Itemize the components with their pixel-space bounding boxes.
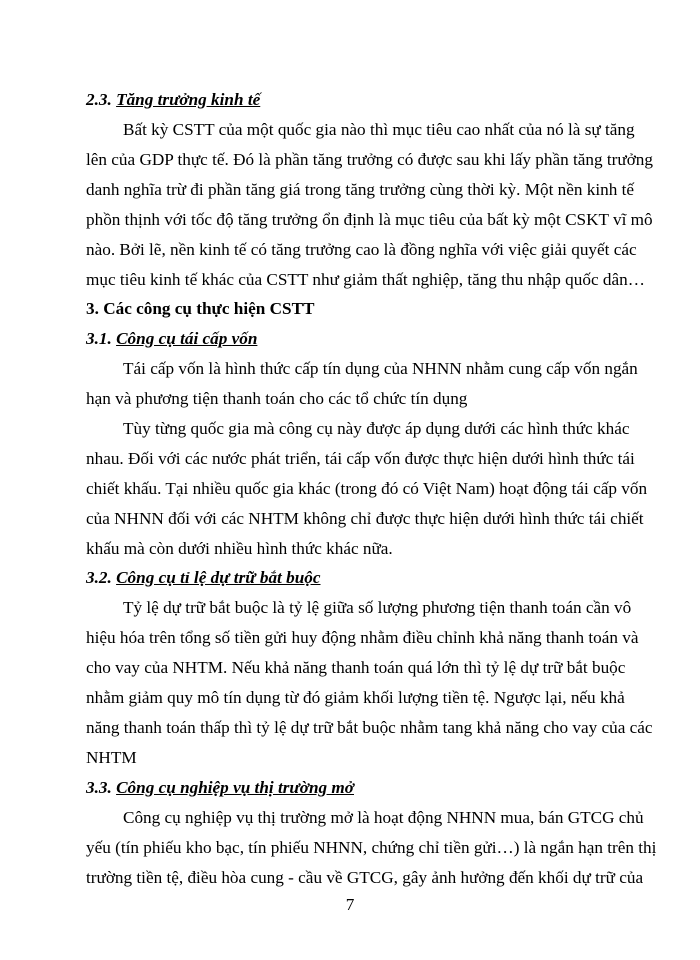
section-number: 2.3. bbox=[86, 90, 112, 109]
paragraph-line: khấu mà còn dưới nhiều hình thức khác nữa. bbox=[86, 539, 393, 558]
paragraph-line: nhau. Đối với các nước phát triển, tái cấp vốn được thực hiện dưới hình thức tái bbox=[86, 449, 635, 468]
paragraph-line: danh nghĩa trừ đi phần tăng giá trong tăng trưởng cùng thời kỳ. Một nền kinh tế bbox=[86, 180, 635, 199]
section-number: 3.2. bbox=[86, 568, 112, 587]
section-number: 3.3. bbox=[86, 778, 112, 797]
paragraph-line: Bất kỳ CSTT của một quốc gia nào thì mục tiêu cao nhất của nó là sự tăng bbox=[123, 120, 635, 139]
section-heading-2-3 bbox=[86, 87, 616, 113]
paragraph-line: nhằm giảm quy mô tín dụng từ đó giảm khối lượng tiền tệ. Ngược lại, nếu khả bbox=[86, 688, 625, 707]
paragraph-line: nào. Bởi lẽ, nền kinh tế có tăng trưởng cao là đồng nghĩa với việc giải quyết các bbox=[86, 240, 637, 259]
section-title: Công cụ nghiệp vụ thị trường mở bbox=[116, 778, 354, 797]
paragraph-line: Tái cấp vốn là hình thức cấp tín dụng của NHNN nhằm cung cấp vốn ngắn bbox=[123, 359, 638, 378]
paragraph-line: Tỷ lệ dự trữ bắt buộc là tỷ lệ giữa số lượng phương tiện thanh toán cần vô bbox=[123, 598, 632, 617]
paragraph-line: Công cụ nghiệp vụ thị trường mở là hoạt động NHNN mua, bán GTCG chủ bbox=[123, 808, 644, 827]
paragraph-line: chiết khấu. Tại nhiều quốc gia khác (trong đó có Việt Nam) hoạt động tái cấp vốn bbox=[86, 479, 648, 498]
paragraph-line: mục tiêu kinh tế khác của CSTT như giảm thất nghiệp, tăng thu nhập quốc dân… bbox=[86, 270, 645, 289]
section-heading-3-3 bbox=[86, 775, 616, 801]
paragraph-line: hiệu hóa trên tổng số tiền gửi huy động nhằm điều chỉnh khả năng thanh toán và bbox=[86, 628, 639, 647]
paragraph-line: hạn và phương tiện thanh toán cho các tổ chức tín dụng bbox=[86, 389, 468, 408]
paragraph-line: NHTM bbox=[86, 748, 137, 767]
paragraph-line: phồn thịnh với tốc độ tăng trưởng ổn định là mục tiêu của bất kỳ một CSKT vĩ mô bbox=[86, 210, 653, 229]
section-heading-3-2 bbox=[86, 565, 616, 591]
section-title: Công cụ tái cấp vốn bbox=[116, 329, 258, 348]
paragraph-line: trường tiền tệ, điều hòa cung - cầu về GTCG, gây ảnh hưởng đến khối dự trữ của bbox=[86, 868, 644, 887]
section-heading-3-1 bbox=[86, 326, 616, 352]
section-number: 3.1. bbox=[86, 329, 112, 348]
page-number: 7 bbox=[345, 895, 355, 914]
paragraph-line: năng thanh toán thấp thì tỷ lệ dự trữ bắt buộc nhằm tang khả năng cho vay của các bbox=[86, 718, 653, 737]
paragraph-line: cho vay của NHTM. Nếu khả năng thanh toán quá lớn thì tỷ lệ dự trữ bắt buộc bbox=[86, 658, 626, 677]
paragraph-line: Tùy từng quốc gia mà công cụ này được áp dụng dưới các hình thức khác bbox=[123, 419, 630, 438]
section-title: Tăng trưởng kinh tế bbox=[116, 90, 261, 109]
section-heading-3: 3. Các công cụ thực hiện CSTT bbox=[86, 299, 315, 318]
paragraph-line: yếu (tín phiếu kho bạc, tín phiếu NHNN, chứng chỉ tiền gửi…) là ngắn hạn trên thị bbox=[86, 838, 657, 857]
section-title: Công cụ tỉ lệ dự trữ bắt buộc bbox=[116, 568, 321, 587]
paragraph-line: lên của GDP thực tế. Đó là phần tăng trưởng có được sau khi lấy phần tăng trưởng bbox=[86, 150, 653, 169]
paragraph-line: của NHNN đối với các NHTM không chỉ được thực hiện dưới hình thức tái chiết bbox=[86, 509, 644, 528]
